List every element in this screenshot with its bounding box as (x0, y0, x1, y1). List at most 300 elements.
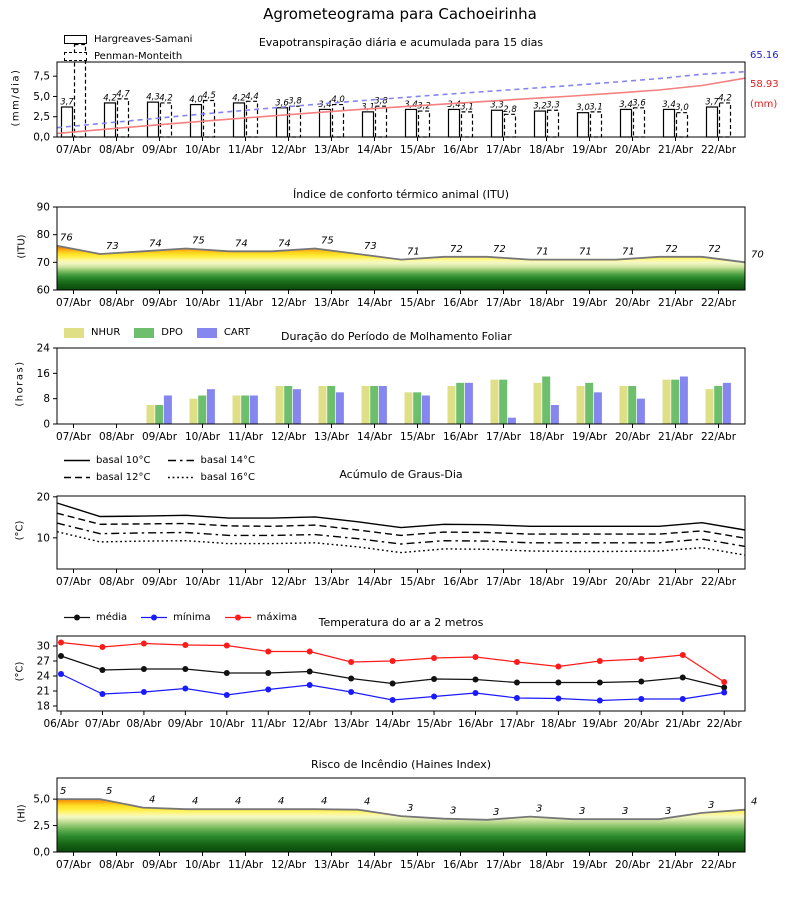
legend-label: basal 16°C (200, 471, 255, 483)
gd-xtick-label: 10/Abr (184, 576, 221, 588)
haines-ylabel: (HI) (16, 804, 28, 823)
wet-xtick-label: 20/Abr (614, 431, 651, 443)
temp-xtick-label: 21/Abr (665, 718, 701, 730)
temp-xtick-label: 06/Abr (43, 718, 79, 730)
wet-bar-dpo (671, 380, 679, 424)
haines-xtick-label: 11/Abr (227, 859, 264, 871)
et-bar-label: 3,4 (662, 99, 676, 110)
et-bar-hs (492, 110, 503, 137)
temp-xtick-label: 22/Abr (706, 718, 742, 730)
haines-value-label: 3 (407, 803, 414, 815)
legend-label: CART (223, 327, 251, 338)
wet-xtick-label: 08/Abr (98, 431, 135, 443)
wet-xtick-label: 22/Abr (700, 431, 737, 443)
et-bar-hs (621, 109, 632, 137)
et-bar-label: 4,5 (202, 91, 216, 102)
et-bar-label: 4,2 (718, 93, 732, 104)
temp-point (58, 653, 64, 659)
wet-xtick-label: 10/Abr (184, 431, 221, 443)
itu-value-label: 76 (60, 232, 73, 244)
gd-xtick-label: 17/Abr (485, 576, 522, 588)
et-bar-hs (535, 111, 546, 137)
haines-value-label: 3 (708, 799, 715, 811)
et-bar-label: 3,1 (589, 102, 603, 113)
gd-ytick-label: 10 (36, 532, 50, 545)
gd-xtick-label: 16/Abr (442, 576, 479, 588)
wet-bar-nhur (491, 380, 499, 424)
wet-bar-nhur (362, 386, 370, 424)
haines-xtick-label: 12/Abr (270, 859, 307, 871)
media-line-icon (64, 613, 90, 622)
et-bar-hs (363, 112, 374, 137)
itu-value-label: 72 (450, 243, 463, 255)
temp-point (99, 691, 105, 697)
gd-legend (64, 452, 255, 485)
temp-point (265, 670, 271, 676)
itu-chart-title: Índice de conforto térmico animal (ITU) (292, 188, 510, 201)
et-chart-title: Evapotranspiração diária e acumulada para 15 dias (258, 36, 544, 49)
haines-xtick-label: 17/Abr (485, 859, 522, 871)
gd-xtick-label: 20/Abr (614, 576, 651, 588)
temp-ytick-label: 27 (36, 655, 50, 668)
wet-legend (64, 327, 264, 338)
et-bar-label: 4,0 (189, 95, 203, 106)
temp-point (473, 654, 479, 660)
et-bar-label: 3,4 (619, 99, 633, 110)
et-xtick-label: 21/Abr (657, 144, 694, 156)
mm-unit-annotation: (mm) (750, 99, 778, 110)
temp-point (473, 677, 479, 683)
basal12-line-icon (64, 473, 90, 482)
temp-point (721, 679, 727, 685)
legend-item-nhur (64, 327, 120, 338)
et-xtick-label: 19/Abr (571, 144, 608, 156)
wet-bar-dpo (628, 386, 636, 424)
wet-bar-nhur (448, 386, 456, 424)
temp-point (597, 658, 603, 664)
haines-xtick-label: 07/Abr (55, 859, 92, 871)
itu-xtick-label: 13/Abr (313, 297, 350, 309)
wet-bar-cart (508, 418, 516, 424)
et-bar-label: 2,8 (503, 104, 517, 115)
et-bar-label: 4,2 (159, 93, 173, 104)
itu-ytick-label: 60 (36, 284, 50, 297)
et-bar-pm (505, 114, 516, 137)
temp-xtick-label: 12/Abr (292, 718, 328, 730)
et-bar-label: 3,4 (318, 99, 332, 110)
et-bar-label: 3,6 (632, 98, 646, 109)
legend-label: DPO (161, 327, 183, 338)
temp-xtick-label: 07/Abr (84, 718, 120, 730)
wet-xtick-label: 17/Abr (485, 431, 522, 443)
temp-xtick-label: 11/Abr (250, 718, 286, 730)
et-xtick-label: 17/Abr (485, 144, 522, 156)
haines-value-label: 3 (493, 806, 500, 818)
gd-xtick-label: 14/Abr (356, 576, 393, 588)
temp-point (141, 666, 147, 672)
wet-bar-dpo (198, 396, 206, 425)
et-bar-hs (234, 103, 245, 137)
gd-xtick-label: 08/Abr (98, 576, 135, 588)
temp-ytick-label: 30 (36, 640, 50, 653)
itu-xtick-label: 18/Abr (528, 297, 565, 309)
temp-point (597, 698, 603, 704)
temp-point (638, 696, 644, 702)
itu-value-label: 74 (149, 238, 162, 250)
temp-point (58, 640, 64, 646)
temp-point (597, 680, 603, 686)
temp-point (265, 687, 271, 693)
temp-point (141, 689, 147, 695)
itu-xtick-label: 10/Abr (184, 297, 221, 309)
et-bar-label: 4,0 (331, 95, 345, 106)
haines-value-label: 4 (149, 794, 156, 806)
temp-xtick-label: 19/Abr (582, 718, 618, 730)
temp-point (390, 697, 396, 703)
wet-bar-dpo (327, 386, 335, 424)
penman-total-annotation: 65.16 (750, 50, 779, 61)
temp-xtick-label: 14/Abr (375, 718, 411, 730)
legend-item-minima (141, 612, 211, 623)
haines-value-label: 4 (192, 796, 199, 808)
et-bar-label: 3,6 (275, 98, 289, 109)
legend-label: basal 12°C (96, 471, 151, 483)
wet-xtick-label: 16/Abr (442, 431, 479, 443)
et-bar-label: 3,0 (576, 103, 590, 114)
wet-xtick-label: 11/Abr (227, 431, 264, 443)
temp-point (680, 652, 686, 658)
basal14-line-icon (168, 456, 194, 465)
gd-ylabel: (°C) (14, 520, 26, 541)
haines-value-label: 4 (751, 796, 758, 808)
wet-bar-cart (207, 389, 215, 424)
temp-point (555, 680, 561, 686)
et-bar-pm (290, 106, 301, 137)
itu-ytick-label: 80 (36, 229, 50, 242)
chart-itu (37, 202, 764, 310)
wet-ytick-label: 0 (43, 418, 50, 431)
wet-bar-cart (551, 405, 559, 424)
et-bar-label: 3,3 (490, 100, 504, 111)
haines-value-label: 4 (364, 796, 371, 808)
et-bar-pm (634, 108, 645, 137)
wet-bar-nhur (706, 389, 714, 424)
legend-item-basal10 (64, 452, 255, 468)
temp-point (182, 642, 188, 648)
legend-label: média (96, 612, 128, 623)
itu-value-label: 72 (708, 243, 721, 255)
temp-point (265, 649, 271, 655)
gd-xtick-label: 21/Abr (657, 576, 694, 588)
wet-bar-dpo (456, 383, 464, 424)
temp-point (638, 679, 644, 685)
dpo-swatch-icon (134, 328, 154, 338)
wet-bar-cart (250, 396, 258, 425)
chart-wet (37, 343, 745, 444)
itu-value-label: 73 (364, 241, 377, 253)
itu-xtick-label: 12/Abr (270, 297, 307, 309)
temp-point (224, 692, 230, 698)
temp-point (99, 644, 105, 650)
temp-legend (64, 612, 311, 623)
et-bar-label: 4,3 (146, 92, 160, 103)
et-bar-hs (277, 108, 288, 137)
gd-xtick-label: 09/Abr (141, 576, 178, 588)
itu-value-label: 75 (192, 235, 205, 247)
wet-bar-cart (379, 386, 387, 424)
haines-xtick-label: 21/Abr (657, 859, 694, 871)
et-bar-label: 3,8 (288, 96, 302, 107)
wet-bar-nhur (405, 392, 413, 424)
et-bar-pm (204, 101, 215, 137)
temp-point (348, 689, 354, 695)
temp-xtick-label: 08/Abr (126, 718, 162, 730)
gd-xtick-label: 22/Abr (700, 576, 737, 588)
haines-xtick-label: 13/Abr (313, 859, 350, 871)
wet-bar-cart (637, 399, 645, 424)
wet-bar-nhur (620, 386, 628, 424)
wet-bar-dpo (585, 383, 593, 424)
wet-ylabel: (horas) (14, 360, 26, 407)
gd-ytick-label: 20 (36, 491, 50, 504)
itu-xtick-label: 08/Abr (98, 297, 135, 309)
cart-swatch-icon (197, 328, 217, 338)
temp-point (307, 649, 313, 655)
wet-xtick-label: 14/Abr (356, 431, 393, 443)
itu-ytick-label: 70 (36, 256, 50, 269)
et-bar-hs (707, 107, 718, 137)
haines-value-label: 5 (60, 786, 67, 798)
temp-point (473, 690, 479, 696)
temp-point (721, 690, 727, 696)
hargreaves-swatch-icon (64, 35, 87, 44)
temp-ytick-label: 24 (36, 670, 50, 683)
et-bar-label: 3,0 (675, 103, 689, 114)
wet-xtick-label: 12/Abr (270, 431, 307, 443)
temp-point (182, 686, 188, 692)
et-bar-pm (720, 103, 731, 137)
gd-xtick-label: 07/Abr (55, 576, 92, 588)
temp-point (555, 696, 561, 702)
wet-bar-nhur (233, 396, 241, 425)
haines-value-label: 3 (665, 806, 672, 818)
et-bar-hs (320, 109, 331, 137)
itu-value-label: 71 (622, 246, 635, 258)
itu-value-label: 70 (751, 249, 764, 261)
et-legend (64, 31, 192, 64)
et-bar-label: 3,4 (404, 99, 418, 110)
itu-xtick-label: 21/Abr (657, 297, 694, 309)
et-xtick-label: 15/Abr (399, 144, 436, 156)
haines-xtick-label: 19/Abr (571, 859, 608, 871)
et-bar-pm (118, 99, 129, 137)
temp-ytick-label: 21 (36, 685, 50, 698)
haines-xtick-label: 22/Abr (700, 859, 737, 871)
haines-xtick-label: 18/Abr (528, 859, 565, 871)
temp-point (182, 666, 188, 672)
basal16-line-icon (168, 473, 194, 482)
et-bar-label: 4,2 (232, 93, 246, 104)
itu-xtick-label: 07/Abr (55, 297, 92, 309)
et-ytick-label: 5,0 (33, 90, 50, 103)
legend-label: Penman-Monteith (94, 50, 183, 62)
et-bar-pm (591, 112, 602, 137)
itu-ytick-label: 90 (36, 201, 50, 214)
chart-haines (33, 778, 757, 871)
et-bar-label: 3,2 (533, 101, 547, 112)
et-xtick-label: 10/Abr (184, 144, 221, 156)
itu-xtick-label: 11/Abr (227, 297, 264, 309)
haines-xtick-label: 20/Abr (614, 859, 651, 871)
itu-value-label: 75 (321, 235, 334, 247)
wet-bar-nhur (663, 380, 671, 424)
haines-ytick-label: 0,0 (33, 846, 50, 859)
temp-point (390, 658, 396, 664)
nhur-swatch-icon (64, 328, 84, 338)
itu-value-label: 73 (106, 241, 119, 253)
wet-bar-cart (594, 392, 602, 424)
wet-xtick-label: 15/Abr (399, 431, 436, 443)
et-bar-label: 3,2 (417, 101, 431, 112)
haines-value-label: 5 (106, 786, 113, 798)
haines-xtick-label: 14/Abr (356, 859, 393, 871)
temp-point (224, 643, 230, 649)
temp-point (99, 667, 105, 673)
wet-bar-nhur (147, 405, 155, 424)
itu-xtick-label: 19/Abr (571, 297, 608, 309)
haines-value-label: 3 (579, 806, 586, 818)
itu-xtick-label: 17/Abr (485, 297, 522, 309)
wet-xtick-label: 07/Abr (55, 431, 92, 443)
gd-xtick-label: 13/Abr (313, 576, 350, 588)
itu-value-label: 74 (235, 238, 248, 250)
wet-xtick-label: 13/Abr (313, 431, 350, 443)
legend-item-basal12 (64, 469, 255, 485)
temp-point (348, 676, 354, 682)
legend-label: máxima (256, 612, 298, 623)
haines-xtick-label: 15/Abr (399, 859, 436, 871)
et-ytick-label: 7,5 (33, 70, 50, 83)
et-xtick-label: 09/Abr (141, 144, 178, 156)
wet-bar-cart (465, 383, 473, 424)
itu-ylabel: (ITU) (16, 234, 28, 259)
itu-xtick-label: 14/Abr (356, 297, 393, 309)
haines-xtick-label: 09/Abr (141, 859, 178, 871)
temp-point (58, 671, 64, 677)
et-bar-pm (161, 103, 172, 137)
legend-item-hargreaves (64, 31, 192, 47)
wet-bar-dpo (241, 396, 249, 425)
haines-ytick-label: 5,0 (33, 793, 50, 806)
haines-xtick-label: 10/Abr (184, 859, 221, 871)
et-bar-label: 4,7 (116, 89, 130, 100)
wet-bar-cart (422, 396, 430, 425)
legend-item-cart (197, 327, 250, 338)
et-xtick-label: 07/Abr (55, 144, 92, 156)
haines-value-label: 3 (622, 806, 629, 818)
et-bar-label: 3,7 (705, 97, 719, 108)
temp-point (514, 659, 520, 665)
gd-chart-title: Acúmulo de Graus-Dia (339, 468, 463, 481)
itu-xtick-label: 22/Abr (700, 297, 737, 309)
temp-point (431, 655, 437, 661)
legend-label: mínima (173, 612, 211, 623)
chart-temp (37, 636, 745, 730)
et-bar-hs (406, 109, 417, 137)
wet-xtick-label: 09/Abr (141, 431, 178, 443)
temp-xtick-label: 10/Abr (209, 718, 245, 730)
temp-xtick-label: 16/Abr (457, 718, 494, 730)
et-bar-pm (677, 113, 688, 137)
legend-item-maxima (225, 612, 297, 623)
et-xtick-label: 16/Abr (442, 144, 479, 156)
haines-value-label: 4 (321, 796, 328, 808)
wet-ytick-label: 16 (36, 367, 50, 380)
et-bar-hs (578, 113, 589, 137)
wet-bar-dpo (284, 386, 292, 424)
itu-value-label: 71 (579, 246, 592, 258)
temp-point (680, 675, 686, 681)
temp-point (555, 664, 561, 670)
temp-chart-title: Temperatura do ar a 2 metros (318, 616, 484, 629)
temp-xtick-label: 18/Abr (540, 718, 576, 730)
haines-value-label: 4 (278, 796, 285, 808)
itu-xtick-label: 20/Abr (614, 297, 651, 309)
et-xtick-label: 14/Abr (356, 144, 393, 156)
itu-xtick-label: 15/Abr (399, 297, 436, 309)
maxima-line-icon (225, 613, 251, 622)
wet-bar-nhur (319, 386, 327, 424)
temp-point (307, 669, 313, 675)
wet-bar-dpo (542, 377, 550, 425)
wet-xtick-label: 18/Abr (528, 431, 565, 443)
et-bar-pm (548, 110, 559, 137)
itu-value-label: 72 (665, 243, 678, 255)
wet-bar-cart (723, 383, 731, 424)
temp-ytick-label: 18 (36, 700, 50, 713)
et-ylabel: (mm/dia) (10, 68, 22, 127)
et-bar-pm (376, 106, 387, 137)
et-ytick-label: 2,5 (33, 111, 50, 124)
temp-point (680, 696, 686, 702)
et-bar-hs (449, 109, 460, 137)
wet-bar-cart (164, 396, 172, 425)
itu-value-label: 74 (278, 238, 291, 250)
et-bar-label: 3,1 (361, 102, 375, 113)
et-xtick-label: 18/Abr (528, 144, 565, 156)
et-bar-label: 3,1 (460, 102, 474, 113)
gd-xtick-label: 11/Abr (227, 576, 264, 588)
wet-bar-cart (293, 389, 301, 424)
wet-bar-dpo (499, 380, 507, 424)
temp-xtick-label: 17/Abr (499, 718, 535, 730)
wet-ytick-label: 8 (43, 393, 50, 406)
hargreaves-total-annotation: 58.93 (750, 79, 779, 90)
haines-chart-title: Risco de Incêndio (Haines Index) (310, 758, 492, 771)
wet-bar-nhur (577, 386, 585, 424)
temp-point (307, 682, 313, 688)
wet-bar-dpo (714, 386, 722, 424)
haines-value-label: 4 (235, 796, 242, 808)
itu-xtick-label: 09/Abr (141, 297, 178, 309)
et-bar-hs (664, 109, 675, 137)
temp-ylabel: (°C) (14, 661, 26, 682)
et-bar-pm (333, 105, 344, 137)
et-xtick-label: 11/Abr (227, 144, 264, 156)
wet-bar-cart (680, 377, 688, 425)
et-xtick-label: 13/Abr (313, 144, 350, 156)
temp-point (431, 676, 437, 682)
